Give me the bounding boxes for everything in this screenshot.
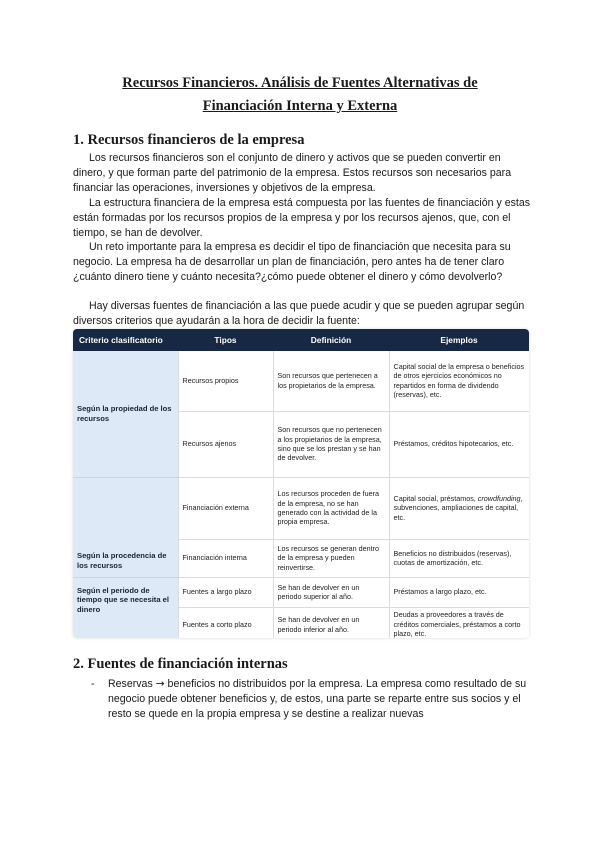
ejemplos-cell xyxy=(389,411,529,477)
ejemplos-cell xyxy=(389,607,529,638)
bullet-description: beneficios no distribuidos por la empresa. La empresa como resultado de su negocio puede obtener beneficios y, de estos, una parte se reparte entre sus socios y el resto se quede en la propia empresa y se destine a realizar nuevas xyxy=(108,678,527,720)
table-row xyxy=(73,577,529,607)
header-ejemplos: Ejemplos xyxy=(389,329,529,351)
header-definicion: Definición xyxy=(273,329,389,351)
ejemplos-text: Préstamos a largo plazo, etc. xyxy=(393,587,487,597)
section-2-heading: 2. Fuentes de financiación internas xyxy=(73,656,288,672)
criterion-cell: Según la propiedad de los recursos xyxy=(73,351,178,477)
tipo-cell: Fuentes a largo plazo xyxy=(178,577,273,607)
table-row xyxy=(73,477,529,539)
ejemplos-cell xyxy=(389,351,529,411)
definicion-cell: Los recursos proceden de fuera de la empresa, no se han generado con la actividad de la propia empresa. xyxy=(273,477,389,539)
bullet-text xyxy=(91,677,531,721)
ejemplos-text: Capital social de la empresa o beneficios de otros ejercicios económicos no repartidos en forma de dividendo (reservas), etc. xyxy=(393,361,525,400)
header-tipos: Tipos xyxy=(178,329,273,351)
ejemplos-text-crowdfunding: crowdfunding xyxy=(477,493,521,503)
ejemplos-text-a: Capital social, préstamos, xyxy=(393,493,478,503)
ejemplos-text: Beneficios no distribuidos (reservas), cuotas de amortización, etc. xyxy=(393,548,512,567)
table-header-row xyxy=(73,329,529,351)
definicion-cell: Se han de devolver en un periodo superior al año. xyxy=(273,577,389,607)
definicion-cell: Se han de devolver en un periodo inferior al año. xyxy=(273,607,389,638)
ejemplos-text: Deudas a proveedores a través de créditos comerciales, préstamos a corto plazo, etc. xyxy=(393,610,521,638)
table-row xyxy=(73,351,529,411)
paragraph-2: La estructura financiera de la empresa está compuesta por las fuentes de financiación y estas están formadas por los recursos propios de la empresa y por los recursos ajenos, que, con el tiempo, se han de devolver. xyxy=(73,197,531,239)
tipo-cell: Fuentes a corto plazo xyxy=(178,607,273,638)
list-item xyxy=(91,677,531,721)
ejemplos-cell xyxy=(389,577,529,607)
tipo-cell: Financiación externa xyxy=(178,477,273,539)
right-arrow-icon: → xyxy=(155,678,165,690)
document-title-line-2: Financiación Interna y Externa xyxy=(202,98,398,114)
paragraph-4: Hay diversas fuentes de financiación a las que puede acudir y que se pueden agrupar según diversos criterios que ayudarán a la hora de decidir la fuente: xyxy=(73,300,525,327)
criterion-cell: Según la procedencia de los recursos xyxy=(73,477,178,577)
tipo-cell: Recursos ajenos xyxy=(178,411,273,477)
ejemplos-cell xyxy=(389,477,529,539)
paragraph-3: Un reto importante para la empresa es decidir el tipo de financiación que necesita para su negocio. La empresa ha de desarrollar un plan de financiación, pero antes ha de tener claro ¿cuánto dinero tiene y cuánto necesita?¿cómo puede obtener el dinero y cómo devolverlo? xyxy=(73,241,511,283)
definicion-cell: Son recursos que no pertenecen a los propietarios de la empresa, sino que se los prestan y se han de devolver. xyxy=(273,411,389,477)
tipo-cell: Financiación interna xyxy=(178,539,273,577)
ejemplos-text-b: , subvenciones, ampliaciones de capital, etc. xyxy=(393,493,523,522)
tipo-cell: Recursos propios xyxy=(178,351,273,411)
header-criterio: Criterio clasificatorio xyxy=(73,329,178,351)
bullet-term: Reservas xyxy=(108,678,153,690)
definicion-cell: Son recursos que pertenecen a los propietarios de la empresa. xyxy=(273,351,389,411)
ejemplos-text: Préstamos, créditos hipotecarios, etc. xyxy=(393,439,514,449)
ejemplos-cell xyxy=(389,539,529,577)
section-1-heading: 1. Recursos financieros de la empresa xyxy=(73,132,305,148)
bullet-dash: - xyxy=(91,678,95,690)
definicion-cell: Los recursos se generan dentro de la empresa y pueden reinvertirse. xyxy=(273,539,389,577)
paragraph-1: Los recursos financieros son el conjunto de dinero y activos que se pueden convertir en dinero, y que forman parte del patrimonio de la empresa. Estos recursos son necesarios para financiar las operaciones, inversiones y objetivos de la empresa. xyxy=(73,152,512,194)
financing-sources-table xyxy=(73,329,529,638)
criterion-cell: Según el periodo de tiempo que se necesita el dinero xyxy=(73,577,178,638)
document-title xyxy=(0,72,600,118)
document-title-line-1: Recursos Financieros. Análisis de Fuentes Alternativas de xyxy=(122,75,478,91)
